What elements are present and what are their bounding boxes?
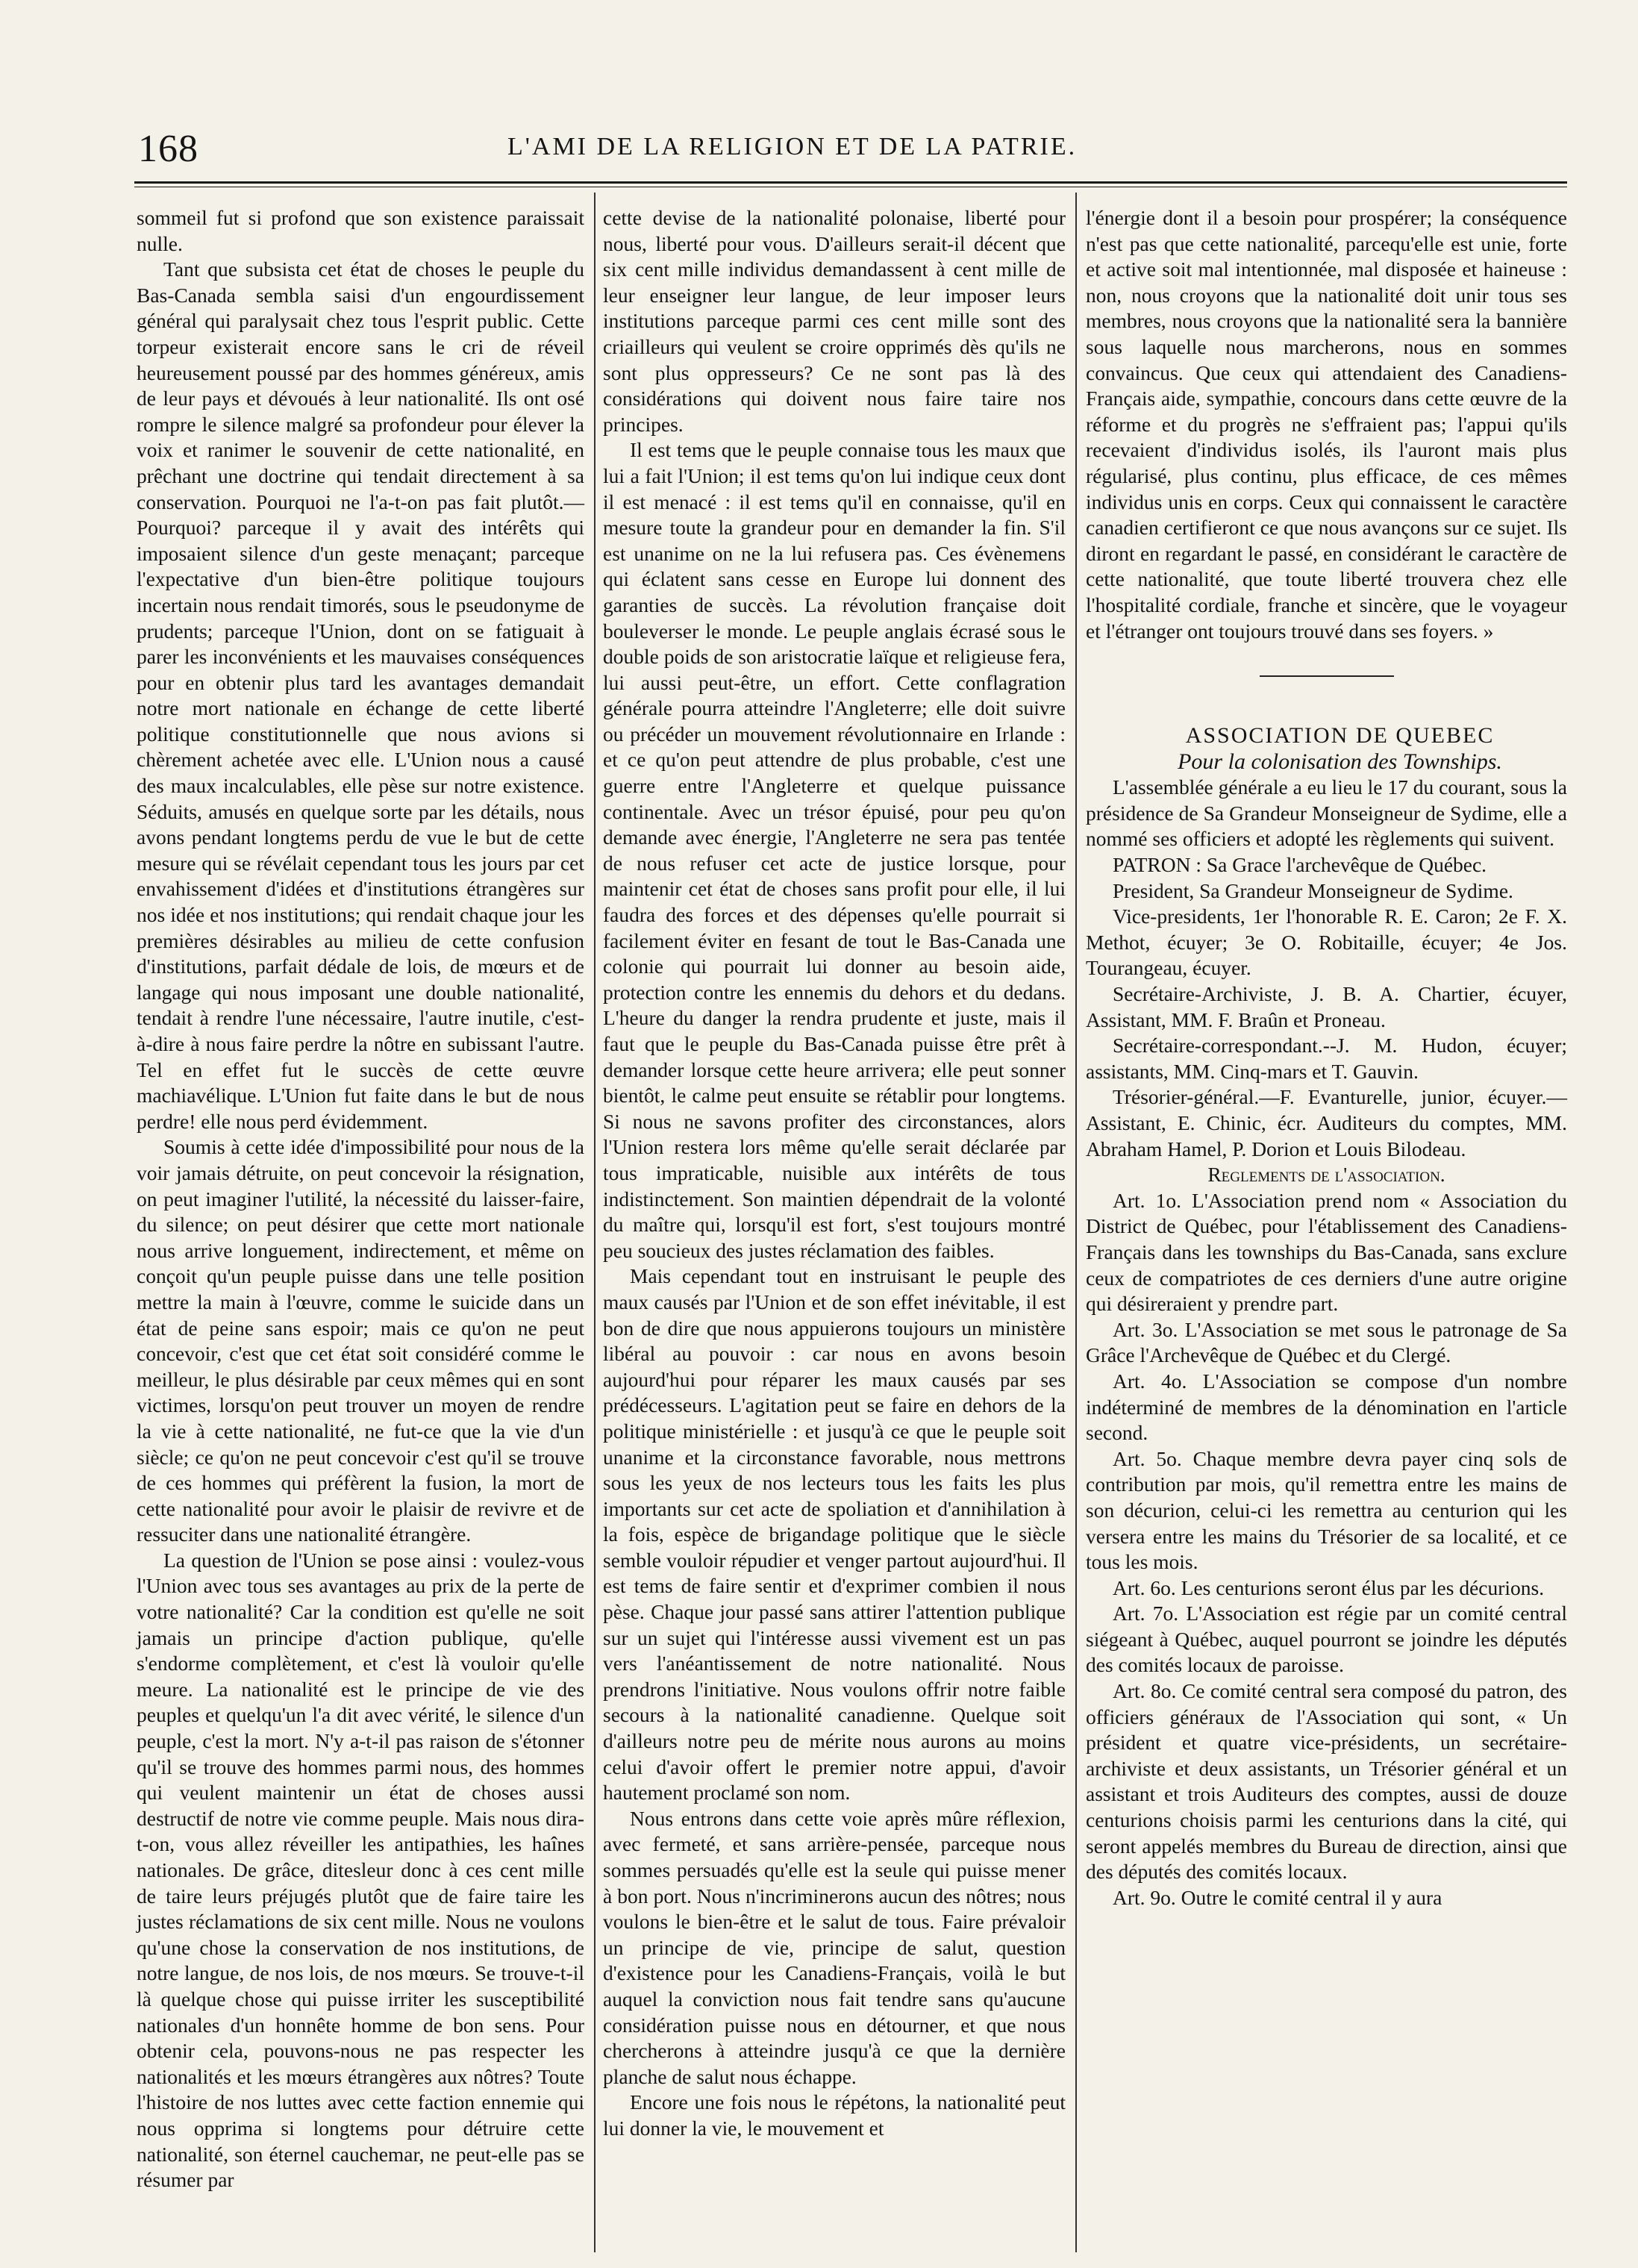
- article: Art. 7o. L'Association est régie par un comité central siégeant à Québec, auquel pourront se joindre les députés des comités locaux de paroisse.: [1086, 1602, 1567, 1677]
- paragraph: Il est tems que le peuple connaise tous les maux que lui a fait l'Union; il est tems qu'on lui indique ceux dont il est menacé : il est tems qu'il en connaisse, qu'il en mesure toute la grandeur pour en demander la fin. S'il est unanime on ne la lui refusera pas. Ces évènemens qui éclatent sans cesse en Europe lui donnent des garanties de succès. La révolution française doit bouleverser le monde. Le peuple anglais écrasé sous le double poids de son aristocratie laïque et religieuse fera, lui aussi peut-être, un effort. Cette conflagration générale pourra atteindre l'Angleterre; elle doit suivre ou précéder un mouvement révolutionnaire en Irlande : et ce qu'on peut attendre de plus probable, c'est une guerre entre l'Angleterre et quelque puissance continentale. Avec un trésor épuisé, pour peu qu'on demande avec énergie, l'Angleterre ne sera pas tentée de nous refuser cet acte de justice lorsque, pour maintenir cet état de choses sans profit pour elle, il lui faudra des forces et des dépenses qu'elle pourrait si facilement éviter en fesant de tout le Bas-Canada une colonie qui pourrait lui donner au besoin aide, protection contre les ennemis du dehors et du dedans. L'heure du danger la rendra prudente et juste, mais il faut que le peuple du Bas-Canada puisse être prêt à demander lorsque cette heure arrivera; elle peut sonner bientôt, le calme peut ensuite se rétablir pour longtems. Si nous ne savons profiter des circonstances, alors l'Union restera lors même qu'elle serait déclarée par tous impraticable, nuisible aux intérêts de tous indistinctement. Son maintien dépendrait de la volonté du maître qui, lorsqu'il est fort, s'est toujours montré peu soucieux des justes réclamation des faibles.: [603, 438, 1066, 1262]
- article: Art. 6o. Les centurions seront élus par les décurions.: [1113, 1575, 1545, 1599]
- paragraph: Tant que subsista cet état de choses le peuple du Bas-Canada sembla saisi d'un engourdissement général qui paralysait chez tous l'esprit public. Cette torpeur existerait encore sans le cri de réveil heureusement poussé par des hommes généreux, amis de leur pays et dévoués à leur nationalité. Ils ont osé rompre le silence malgré sa profondeur pour élever la voix et ranimer le souvenir de cette nationalité, en prêchant une doctrine qui tendait directement à sa conservation. Pourquoi ne l'a-t-on pas fait plutôt.—Pourquoi? parceque il y avait des intérêts qui imposaient silence d'un geste menaçant; parceque l'expectative d'un bien-être politique toujours incertain nous rendait timorés, sous le pseudonyme de prudents; parceque l'Union, dont on se fatiguait à parer les inconvénients et les mauvaises conséquences pour en obtenir plus tard les avantages demandait notre mort nationale en échange de cette liberté politique constitutionnelle que nous avions si chèrement achetée avec elle. L'Union nous a causé des maux incalculables, elle pèse sur notre existence. Séduits, amusés en quelque sorte par les détails, nous avons pendant longtems perdu de vue le but de cette mesure qui se révélait cependant tous les jours par cet envahissement d'idées et d'institutions étrangères sur nos idée et nos institutions; qui rendait chaque jour les premières désirables au milieu de cette confusion d'institutions, parfait dédale de lois, de mœurs et de langage qui nous imposant une double nationalité, tendait à rendre l'une nécessaire, l'autre inutile, c'est-à-dire à nous faire perdre la nôtre en subissant l'autre. Tel en effet fut le succès de cette œuvre machiavélique. L'Union fut faite dans le but de nous perdre! elle nous perd évidemment.: [137, 257, 584, 1133]
- article: Art. 3o. L'Association se met sous le patronage de Sa Grâce l'Archevêque de Québec et du Clergé.: [1086, 1317, 1567, 1367]
- column-3: [1086, 205, 1567, 1911]
- running-title: L'AMI DE LA RELIGION ET DE LA PATRIE.: [507, 133, 1078, 160]
- section-separator: [1260, 675, 1394, 677]
- paragraph: l'énergie dont il a besoin pour prospérer; la conséquence n'est pas que cette nationalité, parcequ'elle est unie, forte et active soit mal intentionnée, mal disposée et haineuse : non, nous croyons que la nationalité doit unir tous ses membres, nous croyons que la nationalité sera la bannière sous laquelle nous marcherons, nous en sommes convaincus. Que ceux qui attendaient des Canadiens-Français aide, sympathie, concours dans cette œuvre de la réforme et du progrès ne s'effraient pas; l'appui qu'ils recevaient d'individus isolés, ils l'auront mais plus régularisé, plus continu, plus efficace, de ces mêmes individus unis en corps. Ceux qui connaissent le caractère canadien certifieront ce que nous avançons sur ce sujet. Ils diront en regardant le passé, en considérant le caractère de cette nationalité, que toute liberté trouvera chez elle l'hospitalité cordiale, franche et sincère, que le voyageur et l'étranger ont toujours trouvé dans ses foyers. »: [1086, 206, 1567, 643]
- patron-line: PATRON : Sa Grace l'archevêque de Québec.: [1113, 853, 1487, 877]
- paragraph: Soumis à cette idée d'impossibilité pour nous de la voir jamais détruite, on peut concevoir la résignation, on peut imaginer l'utilité, la nécessité du laisser-faire, du silence; on peut désirer que cette mort nationale nous arrive longuement, indirectement, et même on conçoit qu'un peuple puisse dans une telle position mettre la main à l'œuvre, comme le suicide dans un état de peine sans espoir; mais ce qu'on ne peut concevoir, c'est que cet état soit considéré comme le meilleur, le plus désirable par ceux mêmes qui en sont victimes, lorsqu'on peut trouver un moyen de rendre la vie à cette nationalité, ne fut-ce que la vie d'un siècle; ce qu'on ne peut concevoir c'est qu'il se trouve de ces hommes qui préfèrent la fusion, la mort de cette nationalité pour avoir le plaisir de revivre et de ressuciter dans une nationalité étrangère.: [137, 1135, 584, 1546]
- column-divider: [1075, 193, 1077, 2252]
- article: Art. 4o. L'Association se compose d'un nombre indéterminé de membres de la dénomination en l'article second.: [1086, 1369, 1567, 1445]
- article: Art. 1o. L'Association prend nom « Association du District de Québec, pour l'établissement des Canadiens-Français dans les townships du Bas-Canada, sans exclure ceux de compatriotes de ces derniers d'une autre origine qui désireraient y prendre part.: [1086, 1188, 1567, 1316]
- paragraph: cette devise de la nationalité polonaise, liberté pour nous, liberté pour vous. D'ailleurs serait-il décent que six cent mille individus demandassent à cent mille de leur enseigner leur langue, de leur imposer leurs institutions parceque parmi ces cent mille sont des criailleurs qui veulent se croire opprimés dès qu'ils ne sont plus oppresseurs? Ce ne sont pas là des considérations qui doivent nous faire taire nos principes.: [603, 206, 1066, 436]
- association-subtitle: Pour la colonisation des Townships.: [1178, 749, 1502, 774]
- paragraph: La question de l'Union se pose ainsi : voulez-vous l'Union avec tous ses avantages au prix de la perte de votre nationalité? Car la condition est qu'elle ne soit jamais un principe d'action publique, qu'elle s'endorme complètement, et c'est là vouloir qu'elle meure. La nationalité est le principe de vie des peuples et quelqu'un l'a dit avec vérité, le silence d'un peuple, c'est la mort. N'y a-t-il pas raison de s'étonner qu'il se trouve des hommes parmi nous, des hommes qui veulent maintenir un état de choses aussi destructif de notre vie comme peuple. Mais nous dira-t-on, vous allez réveiller les antipathies, les haînes nationales. De grâce, ditesleur donc à ces cent mille de taire leurs préjugés plutôt que de faire taire les justes réclamations de six cent mille. Nous ne voulons qu'une chose la conservation de nos institutions, de notre langue, de nos lois, de nos mœurs. Se trouve-t-il là quelque chose qui puisse irriter les susceptibilité nationales d'un honnête homme de bon sens. Pour obtenir cela, pouvons-nous ne pas respecter les nationalités et les mœurs étrangères aux nôtres? Toute l'histoire de nos luttes avec cette faction ennemie qui nous opprima si longtems pour détruire cette nationalité, son éternel cauchemar, ne peut-elle pas se résumer par: [137, 1548, 584, 2192]
- president-line: President, Sa Grandeur Monseigneur de Sydime.: [1113, 878, 1513, 902]
- article: Art. 5o. Chaque membre devra payer cinq sols de contribution par mois, qu'il remettra entre les mains de son décurion, celui-ci les remettra au centurion qui les versera entre les mains du Trésorier de sa localité, et ce tous les mois.: [1086, 1446, 1567, 1574]
- paragraph: Encore une fois nous le répétons, la nationalité peut lui donner la vie, le mouvement et: [603, 2090, 1066, 2140]
- association-title: ASSOCIATION DE QUEBEC: [1185, 723, 1495, 749]
- regulations-title: Reglements de l'association.: [1207, 1163, 1445, 1187]
- article: Art. 8o. Ce comité central sera composé du patron, des officiers généraux de l'Association qui sont, « Un président et quatre vice-présidents, un secrétaire-archiviste et deux assistants, un Trésorier général et un assistant et trois Auditeurs des comptes, aussi de douze centurions choisis parmi les centurions dans la cité, qui seront appelés membres du Bureau de direction, ainsi que des députés des comités locaux.: [1086, 1679, 1567, 1884]
- column-1: [137, 205, 584, 2193]
- secretary-archivist-line: Secrétaire-Archiviste, J. B. A. Chartier, écuyer, Assistant, MM. F. Braûn et Proneau.: [1086, 982, 1567, 1031]
- header-rule: [134, 181, 1567, 184]
- column-2: [603, 205, 1066, 2142]
- column-divider: [594, 193, 596, 2252]
- treasurer-line: Trésorier-général.—F. Evanturelle, junior, écuyer.—Assistant, E. Chinic, écr. Auditeurs du comptes, MM. Abraham Hamel, P. Dorion et Louis Bilodeau.: [1086, 1085, 1567, 1160]
- vice-presidents-line: Vice-presidents, 1er l'honorable R. E. Caron; 2e F. X. Methot, écuyer; 3e O. Robitaille, écuyer; 4e Jos. Tourangeau, écuyer.: [1086, 905, 1567, 980]
- paragraph: sommeil fut si profond que son existence paraissait nulle.: [137, 206, 584, 255]
- secretary-correspondent-line: Secrétaire-correspondant.--J. M. Hudon, écuyer; assistants, MM. Cinq-mars et T. Gauvin.: [1086, 1034, 1567, 1083]
- assembly-paragraph: L'assemblée générale a eu lieu le 17 du courant, sous la présidence de Sa Grandeur Monseigneur de Sydime, elle a nommé ses officiers et adopté les règlements qui suivent.: [1086, 775, 1567, 851]
- page-number: 168: [138, 128, 199, 170]
- paragraph: Nous entrons dans cette voie après mûre réflexion, avec fermeté, et sans arrière-pensée, parceque nous sommes persuadés qu'elle est la seule qui puisse mener à bon port. Nous n'incriminerons aucun des nôtres; nous voulons le bien-être et le salut de tous. Faire prévaloir un principe de vie, principe de salut, question d'existence pour les Canadiens-Français, voilà le but auquel la conviction nous fait tendre sans qu'aucune considération puisse nous en détourner, et que nous chercherons à atteindre jusqu'à ce que la dernière planche de salut nous échappe.: [603, 1806, 1066, 2088]
- article: Art. 9o. Outre le comité central il y aura: [1113, 1885, 1442, 1909]
- paragraph: Mais cependant tout en instruisant le peuple des maux causés par l'Union et de son effet inévitable, il est bon de dire que nous appuierons toujours un ministère libéral au pouvoir : car nous en avons besoin aujourd'hui pour réparer les maux causés par ses prédécesseurs. L'agitation peut se faire en dehors de la politique ministérielle : et jusqu'à ce que le peuple soit unanime et la circonstance favorable, nous mettrons sous les yeux de nos lecteurs tous les faits les plus importants sur cet acte de spoliation et d'annihilation à la fois, espèce de brigandage politique que le siècle semble vouloir répudier et venger partout aujourd'hui. Il est tems de faire sentir et d'exprimer combien il nous pèse. Chaque jour passé sans attirer l'attention publique sur un sujet qui l'intéresse aussi vivement est un pas vers l'anéantissement de notre nationalité. Nous prendrons l'initiative. Nous voulons offrir notre faible secours à la nationalité canadienne. Quelque soit d'ailleurs notre peu de mérite nous aurons au moins celui d'avoir offert le premier notre appui, d'avoir hautement proclamé son nom.: [603, 1264, 1066, 1805]
